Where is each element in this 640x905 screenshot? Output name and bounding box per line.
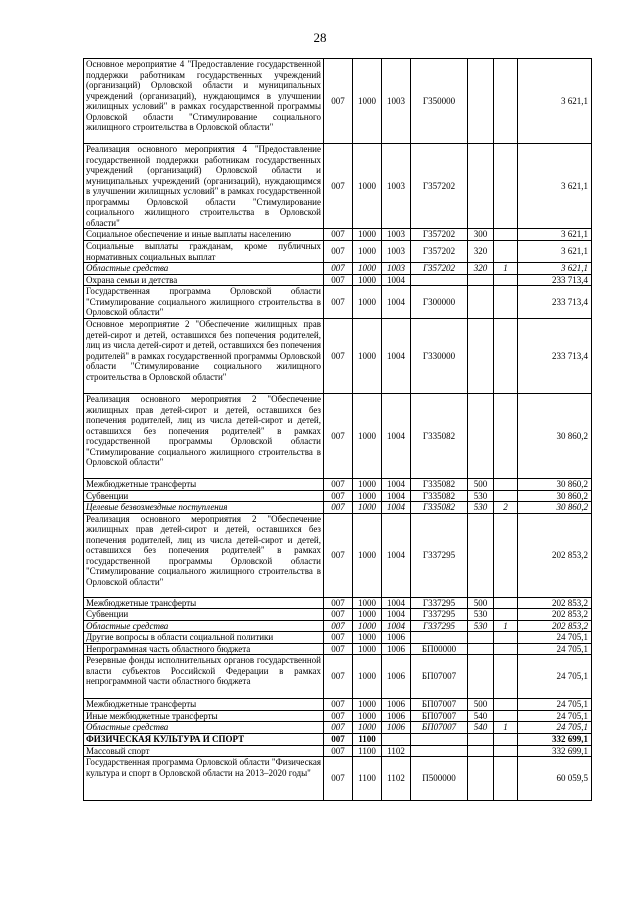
cell-subsection-code: 1006 [382,722,411,734]
cell-funding-source [494,229,518,241]
cell-funding-source [494,643,518,655]
cell-funding-source: 1 [494,722,518,734]
cell-ministry-code: 007 [324,144,353,229]
cell-section-code: 1000 [353,274,382,286]
cell-amount: 30 860,2 [518,394,592,479]
cell-amount: 202 853,2 [518,597,592,609]
cell-funding-source [494,513,518,597]
cell-ministry-code: 007 [324,394,353,479]
cell-funding-source [494,733,518,745]
cell-section-code: 1100 [353,757,382,801]
table-row [84,513,592,597]
page-number: 28 [313,30,327,45]
row-description: Областные средства [84,620,324,632]
cell-target-item: Г337295 [411,609,468,621]
cell-funding-source [494,144,518,229]
cell-subsection-code: 1004 [382,620,411,632]
cell-subsection-code: 1004 [382,597,411,609]
cell-target-item [411,745,468,757]
cell-target-item [411,274,468,286]
cell-expense-type [468,733,494,745]
budget-table-body [84,59,592,801]
table-row [84,263,592,275]
cell-subsection-code: 1006 [382,655,411,699]
cell-ministry-code: 007 [324,263,353,275]
cell-section-code: 1000 [353,263,382,275]
cell-amount: 3 621,1 [518,241,592,263]
row-description: Межбюджетные трансферты [84,597,324,609]
cell-amount: 202 853,2 [518,609,592,621]
row-description: Охрана семьи и детства [84,274,324,286]
cell-amount: 3 621,1 [518,59,592,144]
budget-table [83,58,592,801]
row-description: Целевые безвозмездные поступления [84,502,324,514]
cell-amount: 332 699,1 [518,733,592,745]
cell-subsection-code: 1003 [382,241,411,263]
table-row [84,490,592,502]
row-description: Реализация основного мероприятия 2 "Обеспечение жилищных прав детей-сирот и детей, оставшихся без попечения родителей, лиц из числа детей-сирот и детей, оставшихся без попечения родителей" в рамках государственной программы Орловской области "Стимулирование социального жилищного строительства в Орловской области" [84,513,324,597]
cell-amount: 24 705,1 [518,655,592,699]
cell-subsection-code: 1006 [382,699,411,711]
cell-target-item: Г357202 [411,229,468,241]
cell-ministry-code: 007 [324,609,353,621]
cell-expense-type [468,643,494,655]
cell-amount: 30 860,2 [518,502,592,514]
cell-target-item: П500000 [411,757,468,801]
row-description: Резервные фонды исполнительных органов государственной власти субъектов Российской Федерации в рамках непрограммной части областного бюджета [84,655,324,699]
cell-expense-type [468,632,494,644]
table-row [84,655,592,699]
cell-section-code: 1000 [353,59,382,144]
cell-amount: 233 713,4 [518,319,592,394]
table-row [84,479,592,491]
cell-ministry-code: 007 [324,745,353,757]
table-row [84,699,592,711]
cell-amount: 24 705,1 [518,699,592,711]
cell-subsection-code: 1004 [382,490,411,502]
cell-ministry-code: 007 [324,229,353,241]
row-description: Субвенции [84,490,324,502]
cell-target-item: Г337295 [411,513,468,597]
cell-ministry-code: 007 [324,655,353,699]
cell-ministry-code: 007 [324,59,353,144]
cell-section-code: 1100 [353,733,382,745]
cell-target-item: БП07007 [411,699,468,711]
cell-funding-source: 1 [494,620,518,632]
cell-expense-type [468,59,494,144]
cell-amount: 233 713,4 [518,286,592,319]
cell-ministry-code: 007 [324,513,353,597]
cell-expense-type: 530 [468,490,494,502]
cell-funding-source [494,241,518,263]
cell-funding-source [494,286,518,319]
table-row [84,757,592,801]
cell-amount: 30 860,2 [518,490,592,502]
cell-target-item: БП07007 [411,710,468,722]
cell-expense-type: 540 [468,710,494,722]
cell-amount: 202 853,2 [518,620,592,632]
cell-expense-type [468,513,494,597]
row-description: Межбюджетные трансферты [84,699,324,711]
cell-amount: 24 705,1 [518,643,592,655]
row-description: Основное мероприятие 2 "Обеспечение жилищных прав детей-сирот и детей, оставшихся без попечения родителей, лиц из числа детей-сирот и детей, оставшихся без попечения родителей" в рамках государственной программы Орловской области "Стимулирование социального жилищного строительства в Орловской области" [84,319,324,394]
row-description: Государственная программа Орловской области "Стимулирование социального жилищного строительства в Орловской области" [84,286,324,319]
cell-target-item: Г335082 [411,502,468,514]
table-row [84,620,592,632]
row-description: Социальное обеспечение и иные выплаты населению [84,229,324,241]
cell-funding-source [494,59,518,144]
table-row [84,241,592,263]
cell-target-item: Г357202 [411,144,468,229]
cell-subsection-code: 1102 [382,757,411,801]
cell-ministry-code: 007 [324,319,353,394]
table-row [84,597,592,609]
cell-amount: 24 705,1 [518,722,592,734]
cell-section-code: 1000 [353,710,382,722]
cell-target-item [411,632,468,644]
cell-ministry-code: 007 [324,241,353,263]
cell-expense-type: 320 [468,263,494,275]
cell-target-item: Г337295 [411,620,468,632]
cell-expense-type [468,274,494,286]
cell-section-code: 1000 [353,655,382,699]
table-row [84,394,592,479]
cell-funding-source: 2 [494,502,518,514]
cell-section-code: 1000 [353,144,382,229]
cell-subsection-code: 1004 [382,394,411,479]
table-row [84,502,592,514]
table-row [84,286,592,319]
cell-section-code: 1000 [353,513,382,597]
cell-section-code: 1000 [353,620,382,632]
table-row [84,274,592,286]
row-description: Межбюджетные трансферты [84,479,324,491]
cell-ministry-code: 007 [324,502,353,514]
cell-section-code: 1000 [353,502,382,514]
cell-target-item: Г330000 [411,319,468,394]
cell-section-code: 1000 [353,394,382,479]
cell-expense-type: 530 [468,502,494,514]
cell-subsection-code: 1003 [382,229,411,241]
cell-expense-type [468,286,494,319]
cell-target-item: БП00000 [411,643,468,655]
table-row [84,632,592,644]
cell-funding-source [494,319,518,394]
cell-subsection-code: 1003 [382,59,411,144]
cell-ministry-code: 007 [324,733,353,745]
row-description: Массовый спорт [84,745,324,757]
table-row [84,144,592,229]
cell-funding-source [494,479,518,491]
cell-section-code: 1000 [353,597,382,609]
row-description: Субвенции [84,609,324,621]
cell-funding-source [494,597,518,609]
cell-ministry-code: 007 [324,597,353,609]
cell-amount: 3 621,1 [518,229,592,241]
cell-expense-type: 320 [468,241,494,263]
cell-amount: 233 713,4 [518,274,592,286]
cell-section-code: 1000 [353,241,382,263]
row-description: Реализация основного мероприятия 2 "Обеспечение жилищных прав детей-сирот и детей, оставшихся без попечения родителей, лиц из числа детей-сирот и детей, оставшихся без попечения родителей" в рамках государственной программы Орловской области "Стимулирование социального жилищного строительства в Орловской области" [84,394,324,479]
cell-target-item: БП07007 [411,722,468,734]
cell-funding-source [494,699,518,711]
cell-section-code: 1000 [353,286,382,319]
cell-section-code: 1000 [353,643,382,655]
row-description: ФИЗИЧЕСКАЯ КУЛЬТУРА И СПОРТ [84,733,324,745]
cell-subsection-code: 1102 [382,745,411,757]
cell-subsection-code: 1004 [382,502,411,514]
cell-amount: 332 699,1 [518,745,592,757]
cell-funding-source [494,394,518,479]
row-description: Другие вопросы в области социальной политики [84,632,324,644]
cell-expense-type [468,394,494,479]
cell-amount: 3 621,1 [518,144,592,229]
cell-funding-source [494,609,518,621]
cell-section-code: 1000 [353,632,382,644]
row-description: Непрограммная часть областного бюджета [84,643,324,655]
cell-section-code: 1000 [353,490,382,502]
table-row [84,319,592,394]
cell-expense-type: 500 [468,597,494,609]
cell-funding-source [494,490,518,502]
cell-funding-source [494,710,518,722]
cell-section-code: 1000 [353,609,382,621]
cell-expense-type: 300 [468,229,494,241]
cell-funding-source [494,274,518,286]
cell-amount: 24 705,1 [518,632,592,644]
cell-expense-type [468,319,494,394]
cell-subsection-code: 1004 [382,513,411,597]
cell-expense-type [468,745,494,757]
cell-ministry-code: 007 [324,757,353,801]
cell-expense-type: 540 [468,722,494,734]
cell-ministry-code: 007 [324,274,353,286]
cell-expense-type: 530 [468,609,494,621]
cell-ministry-code: 007 [324,632,353,644]
row-description: Основное мероприятие 4 "Предоставление государственной поддержки работникам государственных учреждений (организаций) Орловской области и муниципальных учреждений (организаций), нуждающимся в улучшении жилищных условий" в рамках государственной программы Орловской области "Стимулирование социального жилищного строительства в Орловской области" [84,59,324,144]
cell-amount: 3 621,1 [518,263,592,275]
cell-funding-source: 1 [494,263,518,275]
cell-section-code: 1000 [353,699,382,711]
cell-section-code: 1000 [353,722,382,734]
cell-expense-type [468,655,494,699]
cell-expense-type: 530 [468,620,494,632]
cell-target-item: Г357202 [411,241,468,263]
cell-subsection-code [382,733,411,745]
cell-expense-type: 500 [468,699,494,711]
cell-ministry-code: 007 [324,286,353,319]
cell-funding-source [494,757,518,801]
cell-subsection-code: 1004 [382,609,411,621]
cell-amount: 202 853,2 [518,513,592,597]
cell-ministry-code: 007 [324,479,353,491]
cell-ministry-code: 007 [324,620,353,632]
cell-target-item [411,733,468,745]
cell-target-item: БП07007 [411,655,468,699]
table-row [84,59,592,144]
table-row [84,722,592,734]
table-row [84,643,592,655]
cell-ministry-code: 007 [324,710,353,722]
table-row [84,609,592,621]
cell-expense-type [468,144,494,229]
cell-target-item: Г335082 [411,479,468,491]
cell-target-item: Г335082 [411,490,468,502]
row-description: Государственная программа Орловской области "Физическая культура и спорт в Орловской области на 2013–2020 годы" [84,757,324,801]
cell-section-code: 1000 [353,319,382,394]
cell-ministry-code: 007 [324,490,353,502]
row-description: Реализация основного мероприятия 4 "Предоставление государственной поддержки работникам государственных учреждений (организаций) Орловской области и муниципальных учреждений (организаций), нуждающимся в улучшении жилищных условий" в рамках государственной программы Орловской области "Стимулирование социального жилищного строительства в Орловской области" [84,144,324,229]
cell-target-item: Г337295 [411,597,468,609]
table-row [84,710,592,722]
cell-ministry-code: 007 [324,643,353,655]
cell-expense-type [468,757,494,801]
cell-subsection-code: 1004 [382,274,411,286]
row-description: Областные средства [84,722,324,734]
cell-subsection-code: 1004 [382,286,411,319]
cell-funding-source [494,655,518,699]
cell-expense-type: 500 [468,479,494,491]
row-description: Областные средства [84,263,324,275]
cell-section-code: 1000 [353,479,382,491]
cell-target-item: Г350000 [411,59,468,144]
cell-subsection-code: 1006 [382,632,411,644]
cell-target-item: Г357202 [411,263,468,275]
cell-target-item: Г335082 [411,394,468,479]
cell-subsection-code: 1004 [382,479,411,491]
cell-ministry-code: 007 [324,699,353,711]
cell-subsection-code: 1003 [382,263,411,275]
cell-subsection-code: 1004 [382,319,411,394]
cell-subsection-code: 1006 [382,710,411,722]
row-description: Иные межбюджетные трансферты [84,710,324,722]
table-row [84,745,592,757]
cell-amount: 30 860,2 [518,479,592,491]
cell-amount: 24 705,1 [518,710,592,722]
cell-subsection-code: 1003 [382,144,411,229]
cell-funding-source [494,745,518,757]
cell-ministry-code: 007 [324,722,353,734]
cell-target-item: Г300000 [411,286,468,319]
cell-amount: 60 059,5 [518,757,592,801]
cell-funding-source [494,632,518,644]
table-row [84,229,592,241]
cell-section-code: 1000 [353,229,382,241]
cell-section-code: 1100 [353,745,382,757]
table-row [84,733,592,745]
row-description: Социальные выплаты гражданам, кроме публичных нормативных социальных выплат [84,241,324,263]
cell-subsection-code: 1006 [382,643,411,655]
